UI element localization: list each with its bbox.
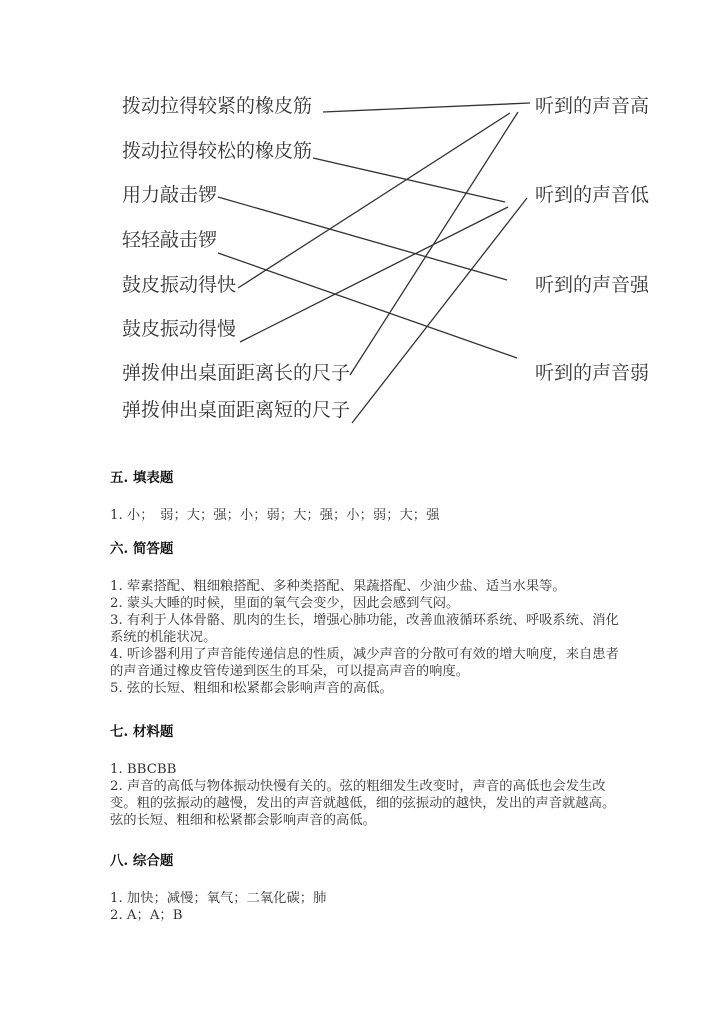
left-item: 用力敲击锣 <box>122 184 218 206</box>
section-short-answer <box>110 540 620 697</box>
left-item: 弹拨伸出桌面距离长的尺子 <box>122 362 351 384</box>
section-title: 五. 填表题 <box>110 470 174 486</box>
answer-line: 1. 小； 弱；大；强；小；弱；大；强；小；弱；大；强 <box>110 508 440 523</box>
answer-line: 2. A；A；B <box>110 908 183 923</box>
answer-line: 5. 弦的长短、粗细和松紧都会影响声音的高低。 <box>110 681 393 696</box>
left-item: 轻轻敲击锣 <box>122 229 218 251</box>
answer-line: 1. 加快；减慢；氧气；二氧化碳；肺 <box>110 891 327 906</box>
answer-line: 1. 荤素搭配、粗细粮搭配、多种类搭配、果蔬搭配、少油少盐、适当水果等。 <box>110 579 566 594</box>
connection-line <box>350 112 518 375</box>
answer-line: 4. 听诊器利用了声音能传递信息的性质，减少声音的分散可有效的增大响度，来自患者的声音通过橡皮管传递到医生的耳朵，可以提高声音的响度。 <box>110 647 619 679</box>
answer-line: 1. BBCBB <box>110 762 177 777</box>
answer-line: 3. 有利于人体骨骼、肌肉的生长，增强心肺功能，改善血液循环系统、呼吸系统、消化系统的机能状况。 <box>110 613 619 645</box>
left-item: 拨动拉得较紧的橡皮筋 <box>122 95 313 117</box>
section-comprehensive <box>110 852 620 924</box>
right-item: 听到的声音强 <box>535 274 650 296</box>
answer-line: 2. 蒙头大睡的时候，里面的氧气会变少，因此会感到气闷。 <box>110 596 460 611</box>
connection-line <box>313 158 505 202</box>
left-item: 拨动拉得较松的橡皮筋 <box>122 140 313 162</box>
left-item: 鼓皮振动得慢 <box>122 318 237 340</box>
connection-line <box>323 103 530 112</box>
section-title: 七. 材料题 <box>110 724 174 740</box>
right-item: 听到的声音弱 <box>535 362 650 384</box>
answer-line: 2. 声音的高低与物体振动快慢有关的。弦的粗细发生改变时，声音的高低也会发生改变。粗的弦振动的越慢，发出的声音就越低，细的弦振动的越快，发出的声音就越高。弦的长短、粗细和松紧都会影响声音的高低。 <box>110 779 616 828</box>
left-item: 弹拨伸出桌面距离短的尺子 <box>122 399 351 421</box>
connection-line <box>352 198 527 423</box>
section-title: 八. 综合题 <box>110 853 174 869</box>
right-item: 听到的声音高 <box>535 95 650 117</box>
left-item: 鼓皮振动得快 <box>122 274 237 296</box>
section-title: 六. 简答题 <box>110 541 174 557</box>
right-item: 听到的声音低 <box>535 184 650 206</box>
section-fill-table <box>110 469 620 524</box>
section-material <box>110 723 620 829</box>
matching-diagram <box>0 0 720 440</box>
